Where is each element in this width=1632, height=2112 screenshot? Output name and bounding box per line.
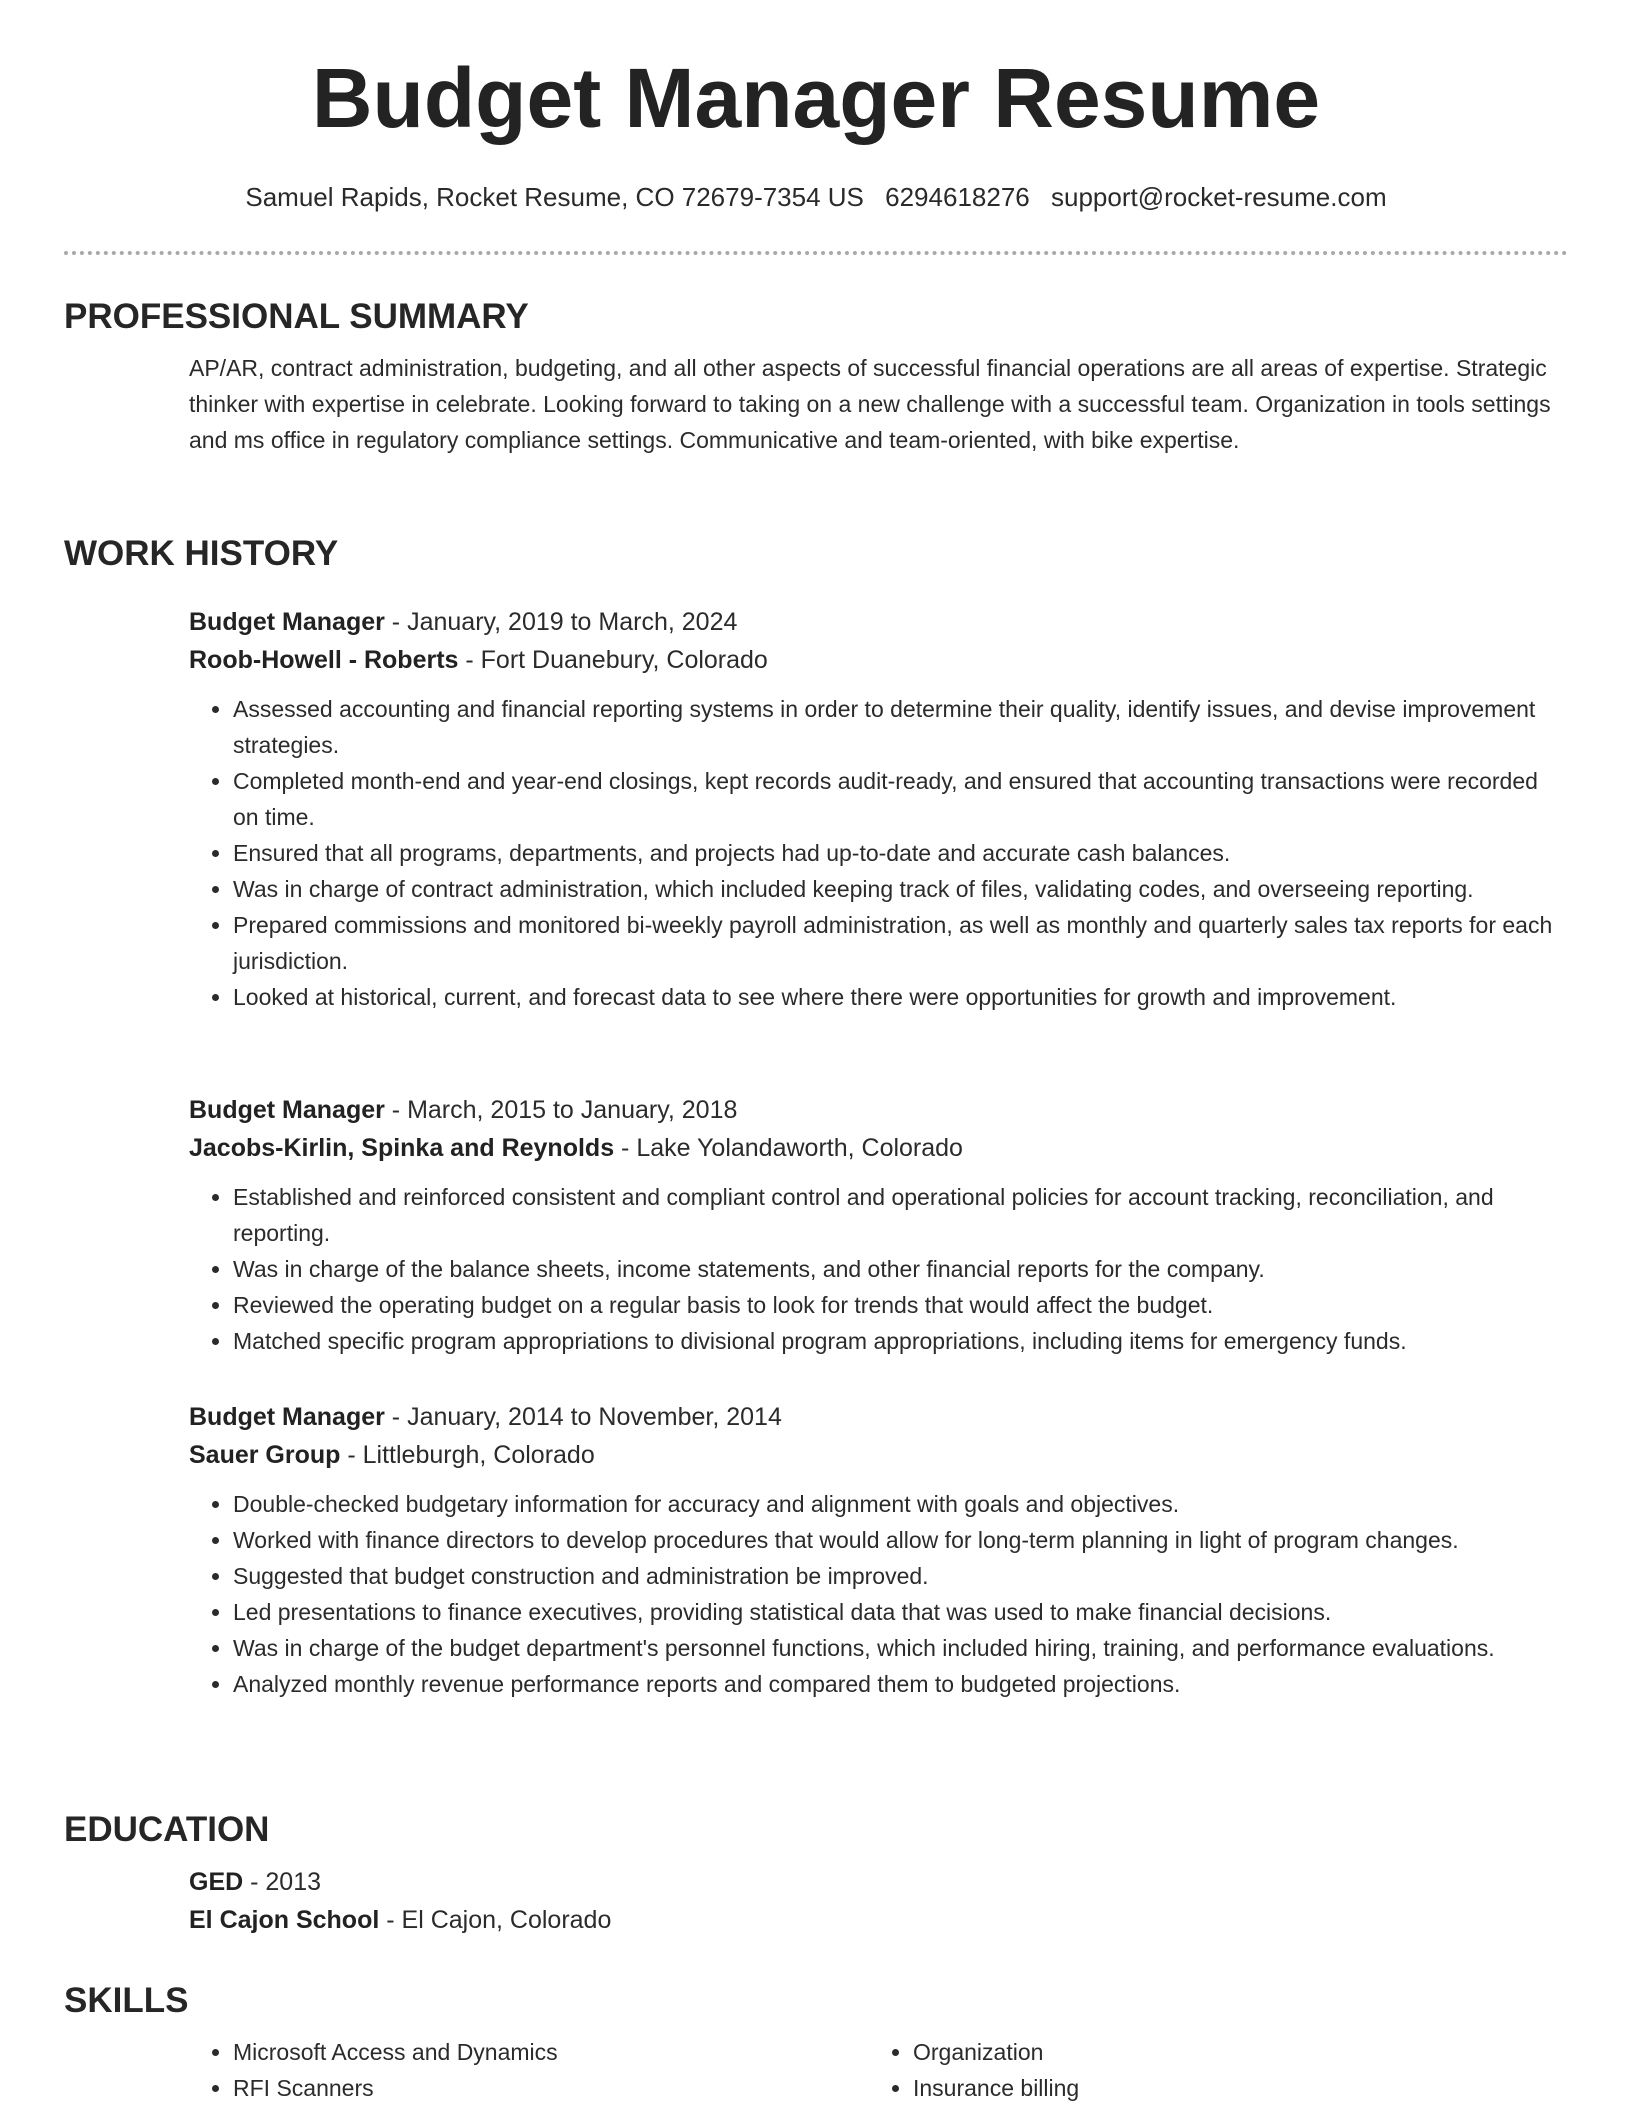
work-history-heading: WORK HISTORY xyxy=(64,534,339,573)
contact-phone: 6294618276 xyxy=(885,182,1030,212)
job-entry xyxy=(64,1091,1568,1359)
skills-column-left xyxy=(189,2034,869,2106)
job-title-line xyxy=(189,1398,1568,1436)
job-bullet: • Prepared commissions and monitored bi-weekly payroll administration, as well as monthly and quarterly sales tax reports for each jurisdiction. xyxy=(233,907,1568,979)
education-degree-line xyxy=(189,1863,1568,1901)
summary-heading: PROFESSIONAL SUMMARY xyxy=(64,297,529,336)
contact-address: Samuel Rapids, Rocket Resume, CO 72679-7354 US xyxy=(245,182,864,212)
job-bullet: • Double-checked budgetary information for accuracy and alignment with goals and objectives. xyxy=(233,1486,1568,1522)
job-dates: - January, 2014 to November, 2014 xyxy=(384,1403,782,1431)
skills-section xyxy=(64,1980,1568,2106)
job-location: - Fort Duanebury, Colorado xyxy=(458,646,768,674)
job-bullet: • Assessed accounting and financial reporting systems in order to determine their quality, identify issues, and devise improvement strategies. xyxy=(233,691,1568,763)
education-year: - 2013 xyxy=(243,1868,322,1896)
header-divider xyxy=(64,251,1568,255)
education-section xyxy=(64,1809,1568,1939)
education-school-line xyxy=(189,1901,1568,1939)
job-company: Sauer Group xyxy=(189,1441,341,1469)
skill-item: • Insurance billing xyxy=(913,2070,1549,2106)
job-entry xyxy=(64,1398,1568,1702)
job-title: Budget Manager xyxy=(189,1403,385,1431)
job-bullet: • Was in charge of contract administration, which included keeping track of files, validating codes, and overseeing reporting. xyxy=(233,871,1568,907)
job-location: - Lake Yolandaworth, Colorado xyxy=(614,1134,963,1162)
skills-list xyxy=(189,2034,1568,2106)
job-bullets xyxy=(189,691,1568,1015)
resume-title: Budget Manager Resume xyxy=(311,51,1321,145)
job-bullet: • Led presentations to finance executives, providing statistical data that was used to make financial decisions. xyxy=(233,1594,1568,1630)
job-dates: - January, 2019 to March, 2024 xyxy=(384,608,738,636)
summary-text: AP/AR, contract administration, budgeting, and all other aspects of successful financial operations are all areas of expertise. Strategic thinker with expertise in celebrate. Looking forward to taking on a new challenge with a successful team. Organization in tools settings and ms office in regulatory compliance settings. Communicative and team-oriented, with bike expertise. xyxy=(189,355,1551,453)
skill-item: • RFI Scanners xyxy=(233,2070,869,2106)
job-dates: - March, 2015 to January, 2018 xyxy=(384,1096,738,1124)
skills-heading: SKILLS xyxy=(64,1981,189,2020)
education-heading: EDUCATION xyxy=(64,1810,270,1849)
job-bullets xyxy=(189,1179,1568,1359)
job-bullet: • Analyzed monthly revenue performance reports and compared them to budgeted projections. xyxy=(233,1666,1568,1702)
job-bullets xyxy=(189,1486,1568,1702)
job-bullet: • Was in charge of the balance sheets, income statements, and other financial reports for the company. xyxy=(233,1251,1568,1287)
job-company: Jacobs-Kirlin, Spinka and Reynolds xyxy=(189,1134,615,1162)
job-bullet: • Worked with finance directors to develop procedures that would allow for long-term planning in light of program changes. xyxy=(233,1522,1568,1558)
job-bullet: • Was in charge of the budget department's personnel functions, which included hiring, training, and performance evaluations. xyxy=(233,1630,1568,1666)
job-bullet: • Reviewed the operating budget on a regular basis to look for trends that would affect the budget. xyxy=(233,1287,1568,1323)
skill-item: • Microsoft Access and Dynamics xyxy=(233,2034,869,2070)
job-bullet: • Matched specific program appropriations to divisional program appropriations, including items for emergency funds. xyxy=(233,1323,1568,1359)
skills-column-right xyxy=(869,2034,1549,2106)
education-school: El Cajon School xyxy=(189,1906,380,1934)
job-entry xyxy=(64,603,1568,1015)
education-degree: GED xyxy=(189,1868,244,1896)
education-location: - El Cajon, Colorado xyxy=(379,1906,612,1934)
work-history-section xyxy=(64,533,1568,575)
summary-section xyxy=(64,296,1568,458)
job-title: Budget Manager xyxy=(189,1096,385,1124)
job-company-line xyxy=(189,641,1568,679)
skill-item: • Organization xyxy=(913,2034,1549,2070)
job-title-line xyxy=(189,603,1568,641)
job-bullet: • Ensured that all programs, departments, and projects had up-to-date and accurate cash balances. xyxy=(233,835,1568,871)
job-title-line xyxy=(189,1091,1568,1129)
job-bullet: • Established and reinforced consistent and compliant control and operational policies for account tracking, reconciliation, and reporting. xyxy=(233,1179,1568,1251)
job-bullet: • Completed month-end and year-end closings, kept records audit-ready, and ensured that accounting transactions were recorded on time. xyxy=(233,763,1568,835)
contact-line xyxy=(0,182,1632,213)
job-company-line xyxy=(189,1436,1568,1474)
job-location: - Littleburgh, Colorado xyxy=(340,1441,595,1469)
job-bullet: • Looked at historical, current, and forecast data to see where there were opportunities for growth and improvement. xyxy=(233,979,1568,1015)
job-company: Roob-Howell - Roberts xyxy=(189,646,459,674)
contact-email: support@rocket-resume.com xyxy=(1050,182,1387,212)
job-title: Budget Manager xyxy=(189,608,385,636)
job-company-line xyxy=(189,1129,1568,1167)
job-bullet: • Suggested that budget construction and administration be improved. xyxy=(233,1558,1568,1594)
